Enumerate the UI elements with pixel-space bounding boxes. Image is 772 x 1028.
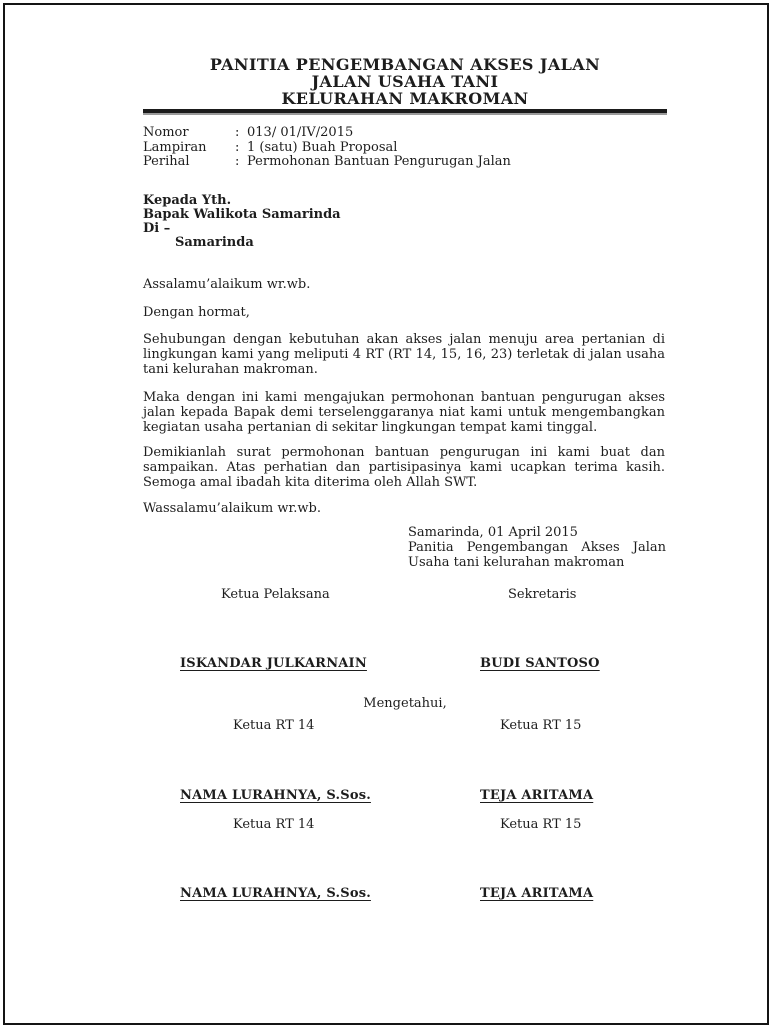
meta-colon: : <box>235 139 240 155</box>
meta-colon: : <box>235 125 240 140</box>
signature1-right-role: Sekretaris <box>508 587 577 602</box>
dateline-org-line-1: Panitia Pengembangan Akses Jalan <box>408 540 666 556</box>
body-paragraph-2: Maka dengan ini kami mengajukan permohonan bantuan pengurugan akses jalan kepada Bapak demi terselenggaranya niat kami untuk mengembangkan kegiatan usaha pertanian di sekitar lingkungan tempat kami tinggal. <box>143 390 665 436</box>
salutation-opening: Assalamu’alaikum wr.wb. <box>143 277 311 292</box>
letterhead-line-1: PANITIA PENGEMBANGAN AKSES JALAN <box>209 55 601 74</box>
recipient-line-4: Samarinda <box>175 235 254 250</box>
recipient-block <box>143 194 341 250</box>
letterhead-line-2: JALAN USAHA TANI <box>311 72 499 91</box>
dateline-place-date: Samarinda, 01 April 2015 <box>408 525 578 540</box>
meta-row-lampiran <box>143 141 667 156</box>
signature2-left-role: Ketua RT 14 <box>233 718 315 733</box>
signature2-left-name: NAMA LURAHNYA, S.Sos. <box>180 788 371 803</box>
meta-value: Permohonan Bantuan Pengurugan Jalan <box>247 154 511 170</box>
meta-label: Perihal <box>143 154 190 170</box>
meta-row-perihal <box>143 155 667 170</box>
meta-row-nomor <box>143 126 667 141</box>
signature2-right-name: TEJA ARITAMA <box>480 788 594 803</box>
signature2-right-role: Ketua RT 15 <box>500 718 582 733</box>
body-paragraph-1: Sehubungan dengan kebutuhan akan akses jalan menuju area pertanian di lingkungan kami yang meliputi 4 RT (RT 14, 15, 16, 23) terletak di jalan usaha tani kelurahan makroman. <box>143 332 665 378</box>
letterhead-line-3: KELURAHAN MAKROMAN <box>281 89 529 108</box>
letterhead <box>143 56 667 107</box>
dateline-block <box>408 525 666 571</box>
body-paragraph-3: Demikianlah surat permohonan bantuan pengurugan ini kami buat dan sampaikan. Atas perhatian dan partisipasinya kami ucapkan terima kasih. Semoga amal ibadah kita diterima oleh Allah SWT. <box>143 445 665 491</box>
meta-value: 013/ 01/IV/2015 <box>247 125 354 140</box>
salutation-closing: Wassalamu’alaikum wr.wb. <box>143 501 321 516</box>
greeting: Dengan hormat, <box>143 305 250 320</box>
recipient-line-1: Kepada Yth. <box>143 193 232 208</box>
letter-meta <box>143 126 667 170</box>
meta-label: Nomor <box>143 125 189 140</box>
dateline-org-line-2: Usaha tani kelurahan makroman <box>408 555 625 571</box>
signature3-left-name: NAMA LURAHNYA, S.Sos. <box>180 886 371 901</box>
recipient-line-3: Di – <box>143 221 171 236</box>
signature1-right-name: BUDI SANTOSO <box>480 656 600 671</box>
recipient-line-2: Bapak Walikota Samarinda <box>143 207 341 222</box>
meta-colon: : <box>235 154 240 170</box>
meta-label: Lampiran <box>143 139 207 155</box>
acknowledge-label: Mengetahui, <box>363 696 447 711</box>
signature3-right-role: Ketua RT 15 <box>500 817 582 832</box>
signature3-right-name: TEJA ARITAMA <box>480 886 594 901</box>
meta-value: 1 (satu) Buah Proposal <box>247 139 398 155</box>
signature1-left-name: ISKANDAR JULKARNAIN <box>180 656 367 671</box>
signature1-left-role: Ketua Pelaksana <box>221 587 330 602</box>
letterhead-rule <box>143 109 667 115</box>
signature3-left-role: Ketua RT 14 <box>233 817 315 832</box>
